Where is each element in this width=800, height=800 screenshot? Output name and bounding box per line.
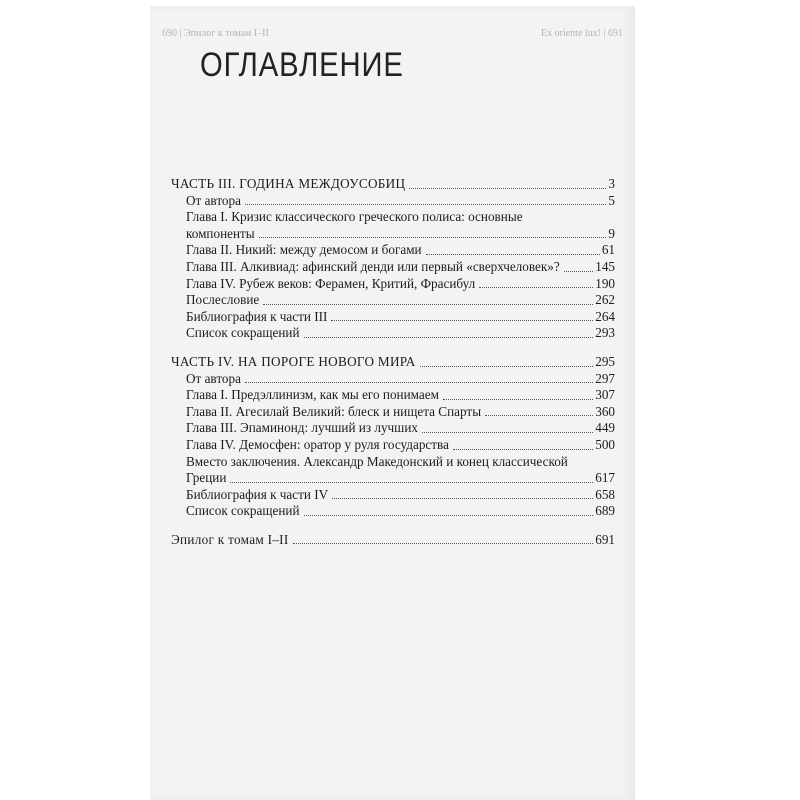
toc-page-number: 297 [595, 370, 615, 386]
toc-entry-line1[interactable] [171, 454, 615, 471]
toc-entry-label: Вместо заключения. Александр Македонский и конец классической [186, 453, 568, 469]
toc-entry-label: Глава II. Никий: между демосом и богами [186, 242, 422, 258]
toc-entry[interactable] [171, 309, 615, 326]
toc-entry[interactable] [171, 404, 615, 421]
toc-entry-label: Глава I. Кризис классического греческого полиса: основные [186, 209, 523, 225]
toc-page-number: 449 [595, 420, 615, 436]
section-gap [171, 520, 615, 532]
leader-dots [304, 337, 594, 338]
leader-dots [426, 254, 600, 255]
toc-page-number: 658 [595, 486, 615, 502]
running-header-left: 690 | Эпилог к томам I–II [162, 28, 269, 39]
toc-entry-label: Глава IV. Рубеж веков: Ферамен, Критий, Фрасибул [186, 275, 476, 291]
toc-entry[interactable] [171, 437, 615, 454]
leader-dots [332, 498, 593, 499]
leader-dots [422, 432, 593, 433]
toc-page-number: 145 [595, 258, 615, 274]
toc-entry-label: Глава III. Алкивиад: афинский денди или первый «сверхчеловек»? [186, 258, 560, 274]
table-of-contents [171, 175, 615, 548]
toc-entry[interactable] [171, 503, 615, 520]
toc-entry-label: Глава III. Эпаминонд: лучший из лучших [186, 420, 418, 436]
toc-page-number: 360 [595, 403, 615, 419]
toc-part-label: Эпилог к томам I–II [171, 531, 289, 547]
toc-entry-label: Послесловие [186, 292, 260, 308]
toc-entry[interactable] [171, 276, 615, 293]
toc-entry-label: Список сокращений [186, 503, 300, 519]
toc-entry-label: Глава IV. Демосфен: оратор у руля государства [186, 436, 449, 452]
toc-page-number: 500 [595, 436, 615, 452]
leader-dots [245, 204, 606, 205]
toc-page-number: 5 [608, 192, 615, 208]
toc-entry[interactable] [171, 259, 615, 276]
toc-entry[interactable] [171, 420, 615, 437]
toc-part-label: ЧАСТЬ IV. НА ПОРОГЕ НОВОГО МИРА [171, 353, 416, 369]
toc-entry-line1[interactable] [171, 209, 615, 226]
toc-entry[interactable] [171, 487, 615, 504]
toc-entry-line2[interactable] [171, 470, 615, 487]
toc-page-number: 691 [595, 531, 615, 547]
page-title: ОГЛАВЛЕНИЕ [200, 46, 404, 84]
toc-entry-label: Библиография к части III [186, 308, 328, 324]
toc-page-number: 264 [595, 308, 615, 324]
section-gap [171, 342, 615, 354]
toc-entry-label: От автора [186, 370, 241, 386]
leader-dots [259, 237, 607, 238]
toc-entry-label: Глава II. Агесилай Великий: блеск и нищета Спарты [186, 403, 482, 419]
toc-part-heading[interactable] [171, 176, 615, 193]
toc-entry[interactable] [171, 242, 615, 259]
leader-dots [443, 399, 593, 400]
toc-entry[interactable] [171, 292, 615, 309]
running-header-right: Ex oriente lux! | 691 [541, 28, 623, 39]
leader-dots [230, 482, 593, 483]
toc-epilogue[interactable] [171, 532, 615, 549]
toc-page-number: 9 [608, 225, 615, 241]
toc-entry[interactable] [171, 193, 615, 210]
toc-page-number: 262 [595, 292, 615, 308]
toc-page-number: 617 [595, 470, 615, 486]
leader-dots [420, 366, 594, 367]
leader-dots [485, 415, 593, 416]
leader-dots [331, 320, 593, 321]
toc-entry-label: Библиография к части IV [186, 486, 329, 502]
toc-entry-line2[interactable] [171, 226, 615, 243]
toc-part-label: ЧАСТЬ III. ГОДИНА МЕЖДОУСОБИЦ [171, 176, 406, 191]
toc-entry[interactable] [171, 325, 615, 342]
leader-dots [293, 543, 594, 544]
leader-dots [409, 188, 606, 189]
toc-entry-label-continued: компоненты [186, 225, 255, 241]
book-page [150, 6, 635, 800]
toc-entry-label: Список сокращений [186, 325, 300, 341]
leader-dots [263, 304, 593, 305]
toc-page-number: 61 [601, 242, 615, 258]
toc-page-number: 689 [595, 503, 615, 519]
toc-entry[interactable] [171, 387, 615, 404]
toc-page-number: 3 [608, 176, 615, 191]
toc-entry-label: Глава I. Предэллинизм, как мы его понимаем [186, 387, 439, 403]
toc-page-number: 295 [595, 353, 615, 369]
toc-page-number: 190 [595, 275, 615, 291]
toc-page-number: 293 [595, 325, 615, 341]
leader-dots [304, 515, 594, 516]
toc-entry[interactable] [171, 371, 615, 388]
toc-entry-label: От автора [186, 192, 241, 208]
leader-dots [453, 449, 593, 450]
toc-entry-label-continued: Греции [186, 470, 227, 486]
leader-dots [245, 382, 593, 383]
leader-dots [479, 287, 593, 288]
leader-dots [564, 271, 594, 272]
toc-part-heading[interactable] [171, 354, 615, 371]
toc-page-number: 307 [595, 387, 615, 403]
running-header [162, 28, 623, 39]
